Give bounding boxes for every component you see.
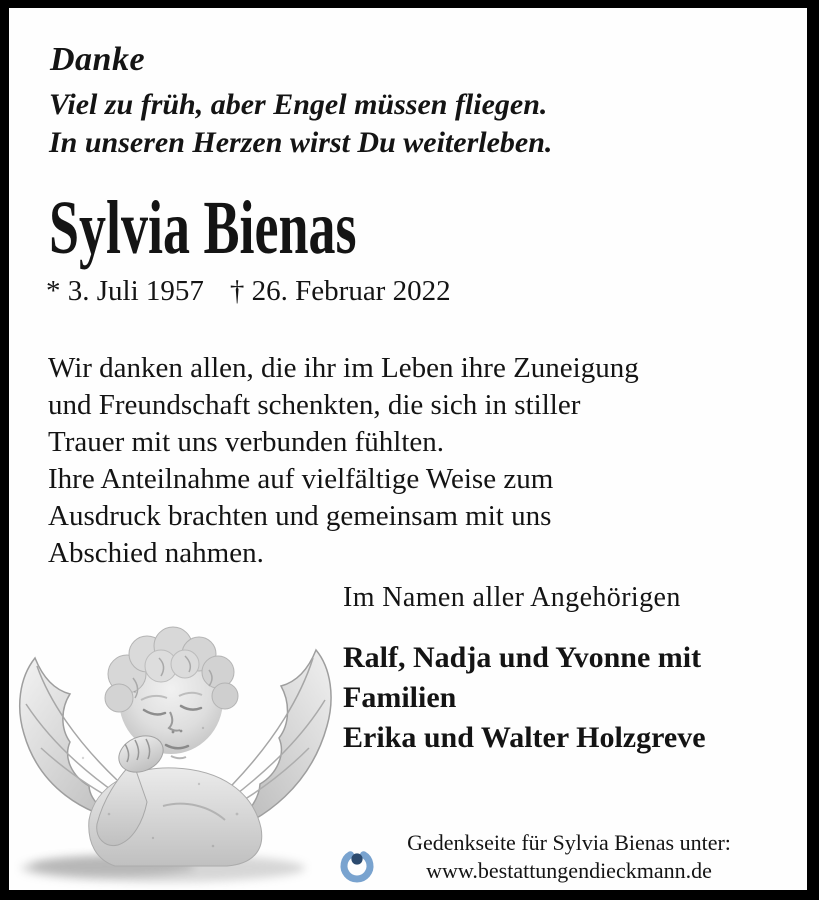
angel-statue-image <box>13 608 335 890</box>
life-dates <box>46 274 451 308</box>
mourners-block <box>343 581 706 758</box>
quote-line-1: Viel zu früh, aber Engel müssen fliegen. <box>49 88 548 121</box>
birth-date: * 3. Juli 1957 <box>46 275 204 307</box>
family-names-line: Familien <box>343 681 457 714</box>
memorial-site-text: Gedenkseite für Sylvia Bienas unter: <box>407 830 731 855</box>
memorial-quote <box>49 86 552 162</box>
thanks-paragraph <box>48 350 639 572</box>
statue-head <box>105 627 238 754</box>
thanks-line: und Freundschaft schenkten, die sich in stiller <box>48 389 581 421</box>
thanks-line: Abschied nahmen. <box>48 537 264 569</box>
memorial-notice <box>9 8 807 890</box>
death-date: † 26. Februar 2022 <box>229 275 451 307</box>
thanks-line: Trauer mit uns verbunden fühlten. <box>48 426 445 458</box>
family-names-line: Ralf, Nadja und Yvonne mit <box>343 641 702 674</box>
thanks-header: Danke <box>50 41 146 78</box>
memorial-site-url: www.bestattungendieckmann.de <box>426 858 712 883</box>
thanks-line: Ausdruck brachten und gemeinsam mit uns <box>48 500 552 532</box>
thanks-line: Ihre Anteilnahme auf vielfältige Weise zum <box>48 463 554 495</box>
thanks-line: Wir danken allen, die ihr im Leben ihre Zuneigung <box>48 352 639 384</box>
family-names-line: Erika und Walter Holzgreve <box>343 721 706 754</box>
family-names <box>343 638 706 758</box>
attribution-text: Im Namen aller Angehörigen <box>343 582 681 613</box>
deceased-name: Sylvia Bienas <box>49 184 357 270</box>
memorial-site-info <box>369 829 769 885</box>
quote-line-2: In unseren Herzen wirst Du weiterleben. <box>49 126 553 159</box>
